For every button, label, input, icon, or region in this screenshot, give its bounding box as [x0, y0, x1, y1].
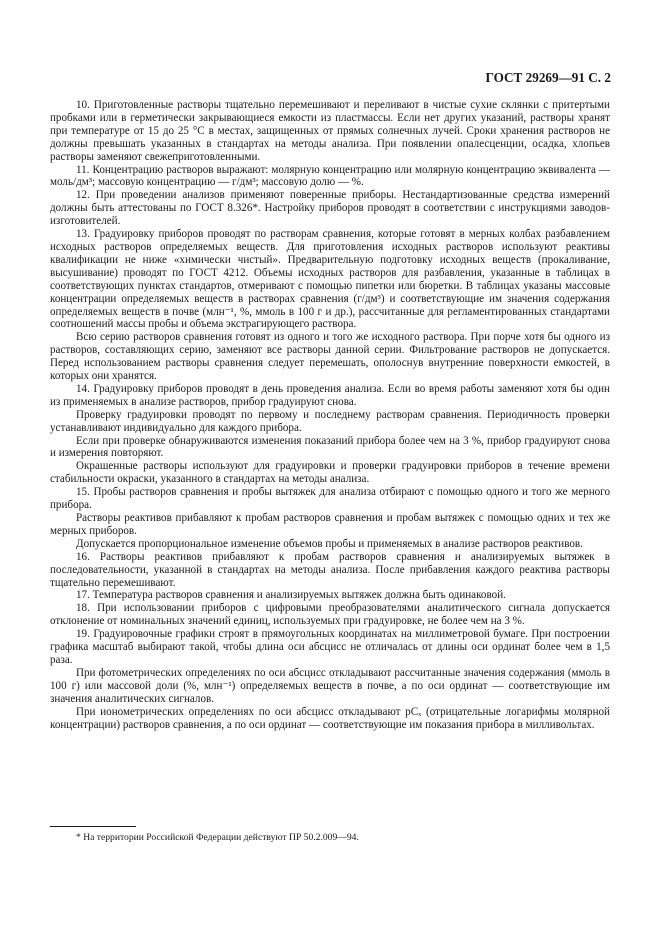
paragraph-15-proportional: Допускается пропорциональное изменение объемов пробы и применяемых в анализе растворов реактивов.	[76, 537, 583, 550]
document-body	[50, 99, 610, 731]
paragraph-14-check: Проверку градуировки проводят по первому и последнему растворам сравнения. Периодичность проверки устанавливают индивидуально для каждого прибора.	[50, 408, 610, 434]
paragraph-14: 14. Градуировку приборов проводят в день проведения анализа. Если во время работы заменяют хотя бы один из применяемых в анализе растворов, прибор градуируют снова.	[50, 382, 610, 408]
paragraph-18: 18. При использовании приборов с цифровыми преобразователями аналитического сигнала допускается отклонение от номинальных значений единиц, используемых при градуировке, не более чем на 3 %.	[50, 602, 610, 628]
paragraph-16: 16. Растворы реактивов прибавляют к пробам растворов сравнения и анализируемых вытяжек в последовательности, указанной в стандартах на методы анализа. После прибавления каждого реактива растворы тщательно перемешивают.	[50, 550, 610, 589]
paragraph-14-colored: Окрашенные растворы используют для градуировки и проверки градуировки приборов в течение времени стабильности окраски, указанного в стандартах на методы анализа.	[50, 460, 610, 486]
page-header: ГОСТ 29269—91 С. 2	[485, 70, 611, 85]
footnote: * На территории Российской Федерации действуют ПР 50.2.009—94.	[76, 832, 359, 843]
paragraph-19-photometric: При фотометрических определениях по оси абсцисс откладывают рассчитанные значения содержания (ммоль в 100 г) или массовой доли (%, млн⁻¹) определяемых веществ в почве, а по оси ординат — соответствующие им значения аналитических сигналов.	[50, 666, 610, 705]
paragraph-13-series: Всю серию растворов сравнения готовят из одного и того же исходного раствора. При порче хотя бы одного из растворов, составляющих серию, заменяют все растворы данной серии. Фильтрование растворов не допускается. Перед использованием растворы сравнения следует перемешать, ополоснув внутренние поверхности емкостей, в которых они хранятся.	[50, 331, 610, 383]
paragraph-10: 10. Приготовленные растворы тщательно перемешивают и переливают в чистые сухие склянки с притертыми пробками или в герметически закрывающиеся емкости из пластмассы. Если нет других указаний, растворы хранят при температуре от 15 до 25 °С в местах, защищенных от прямых солнечных лучей. Сроки хранения растворов не должны превышать указанных в стандартах на методы анализа. При появлении опалесценции, осадка, хлопьев растворы заменяют свежеприготовленными.	[50, 99, 610, 163]
paragraph-19-ionometric: При ионометрических определениях по оси абсцисс откладывают pCₓ (отрицательные логарифмы молярной концентрации) растворов сравнения, а по оси ординат — соответствующие им показания прибора в милливольтах.	[50, 705, 610, 731]
footnote-divider	[50, 826, 136, 827]
paragraph-15-reagents: Растворы реактивов прибавляют к пробам растворов сравнения и пробам вытяжек с помощью одних и тех же мерных приборов.	[50, 512, 610, 537]
paragraph-14-deviation: Если при проверке обнаруживаются изменения показаний прибора более чем на 3 %, прибор градуируют снова и измерения повторяют.	[50, 434, 610, 460]
paragraph-11: 11. Концентрацию растворов выражают: молярную концентрацию или молярную концентрацию эквивалента — моль/дм³; массовую концентрацию — г/дм³; массовую долю — %.	[50, 163, 610, 189]
paragraph-17: 17. Температура растворов сравнения и анализируемых вытяжек должна быть одинаковой.	[76, 589, 506, 602]
paragraph-19: 19. Градуировочные графики строят в прямоугольных координатах на миллиметровой бумаге. При построении графика масштаб выбирают такой, чтобы длина оси абсцисс не отличалась от длины оси ординат более чем в 1,5 раза.	[50, 628, 610, 666]
paragraph-15: 15. Пробы растворов сравнения и пробы вытяжек для анализа отбирают с помощью одного и того же мерного прибора.	[50, 486, 610, 512]
paragraph-13: 13. Градуировку приборов проводят по растворам сравнения, которые готовят в мерных колбах разбавлением исходных растворов определяемых веществ. Для приготовления исходных растворов используют реактивы квалификации не ниже «химически чистый». Предварительную подготовку исходных веществ (прокаливание, высушивание) проводят по ГОСТ 4212. Объемы исходных растворов для разбавления, указанные в таблицах в соответствующих пунктах стандартов, отмеривают с помощью пипетки или бюретки. В таблицах указаны массовые концентрации определяемых веществ в растворах сравнения (г/дм³) и соответствующие им значения содержания определяемых веществ в почве (млн⁻¹, %, ммоль в 100 г и др.), рассчитанные для регламентированных стандартами соотношений массы пробы и объема экстрагирующего раствора.	[50, 228, 610, 331]
paragraph-12: 12. При проведении анализов применяют поверенные приборы. Нестандартизованные средства измерений должны быть аттестованы по ГОСТ 8.326*. Настройку приборов проводят в соответствии с инструкциями заводов-изготовителей.	[50, 189, 610, 228]
